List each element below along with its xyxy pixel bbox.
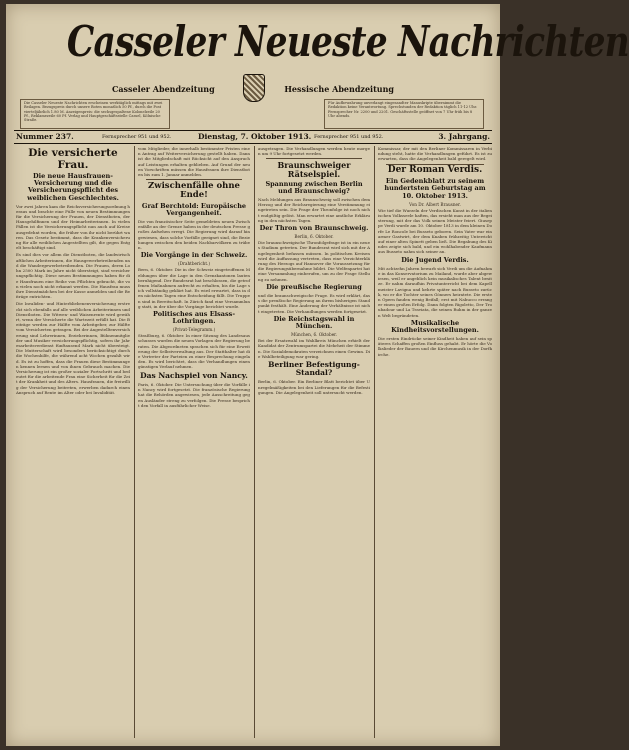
date-bar <box>14 130 492 144</box>
article-text: Die braunschweigische Thronfolgefrage ist in ein neues Stadium getreten. Der Bundesrat wird sich mit der Angelegenheit befassen müssen. In politischen Kreisen wird die Auffassung vertreten, dass eine Verzichterklärung des Herzogs auf Hannover die Voraussetzung für die Regierungsübernahme bildet. Die Welfenpartei hat eine Versammlung einberufen, um zu der Frage Stellung zu nehmen. <box>258 240 370 282</box>
byline: München, 6. Oktober. <box>290 332 338 338</box>
article-text: Die ersten Eindrücke seiner Kindheit haben auf sein späteres Schaffen großen Einfluss gehabt. Er hörte die Volkslieder der Bauern und die Kirchenmusik in der Dorfkirche. <box>378 336 492 357</box>
article-subheading: Die neue Hausfrauen-Versicherung und die Versicherungspflicht des weiblichen Geschlechtes. <box>27 172 119 202</box>
article-text: Paris, 6. Oktober. Die Untersuchung über die Vorfälle in Nancy wird fortgesetzt. Die französische Regierung hat die Behörden angewiesen, jede Ausschreitung gegen Ausländer streng zu verfolgen. Die Presse bespricht den Vorfall in ausführlicher Weise. <box>138 381 250 408</box>
notice-right: Für Aufbewahrung unverlangt eingesandter Manuskripte übernimmt die Redaktion keine Verantwortung. Sprechstunden der Redaktion täglich 11-12 Uhr. Fernsprecher Nr. 2200 und 2201. Geschäftsstelle geöffnet von 7 Uhr früh bis 8 Uhr abends. <box>324 99 484 129</box>
column-rule <box>374 146 375 738</box>
article-heading: Die versicherte Frau. <box>28 147 118 171</box>
article-text: Wie tief die Wurzeln der Verdischen Kunst in der italienischen Volksseele haften, das ersieht man aus der Begeisterung, mit der das Volk seinen Meister feiert. Giuseppe Verdi wurde am 10. Oktober 1813 in dem kleinen Dorfe Le Roncole bei Busseto geboren. Sein Vater war ein armer Gastwirt, der dem Knaben frühzeitig Unterricht auf einer alten Spinett geben ließ. Die Begabung des Kindes zeigte sich bald, und ein wohlhabender Kaufmann aus Busseto nahm sich seiner an. <box>378 207 492 255</box>
article-heading: Berliner Befestigung-Standal? <box>268 359 360 378</box>
volume: 3. Jahrgang. <box>438 132 490 141</box>
byline: Berlin, 6. Oktober. <box>294 234 334 240</box>
issue-number: Nummer 237. <box>16 132 74 141</box>
divider <box>266 158 362 159</box>
issue-date: Dienstag, 7. Oktober 1913. <box>198 132 312 141</box>
subtitle-right: Hessische Abendzeitung <box>284 84 394 94</box>
column-2 <box>138 146 250 741</box>
column-3 <box>258 146 370 741</box>
article-subheading: Ein Gedenkblatt zu seinem hundertsten Geburtstag am 10. Oktober 1913. <box>384 177 486 200</box>
article-heading: Zwischenfälle ohne Ende! <box>148 181 240 201</box>
article-subheading: Musikalische Kindheitsvorstellungen. <box>391 318 479 334</box>
article-text: und die braunschweigische Frage. Es wird erklärt, dass die preußische Regierung an ihrem bisherigen Standpunkt festhält. Eine Änderung der Verhältnisse ist nicht eingetreten. Die Verhandlungen werden fortgesetzt. <box>258 293 370 314</box>
article-heading: Der Roman Verdis. <box>387 165 483 176</box>
article-text: Mit achtzehn Jahren bewarb sich Verdi um die Aufnahme in das Konservatorium zu Mailand, wurde aber abgewiesen, weil er angeblich kein musikalisches Talent besitze. Er nahm daraufhin Privatunterricht bei dem Kapellmeister Lavigna und kehrte später nach Busseto zurück, wo er die Tochter seines Gönners heiratete. Die ersten Opern fanden wenig Beifall; erst mit Nabucco errang er einen großen Erfolg. Dann folgten Rigoletto, Der Troubadour und La Traviata, die seinen Ruhm in der ganzen Welt begründeten. <box>378 265 492 318</box>
article-subheading: Der Thron von Braunschweig. <box>259 224 369 233</box>
phone-left: Fernsprecher 951 und 952. <box>102 134 172 140</box>
article-text: Berlin, 6. Oktober. Ein Berliner Blatt berichtet über Unregelmäßigkeiten bei den Lieferungen für die Befestigungen. Die Angelegenheit soll untersucht werden. <box>258 379 370 395</box>
newspaper-page <box>6 4 629 746</box>
notice-left: Die Casseler Neueste Nachrichten erscheinen werktäglich mittags mit zwei Beilagen. Bezugspreis durch unsere Boten monatlich 50 Pf., durch die Post vierteljährlich 1.80 M. Anzeigenpreis: die sechsgespaltene Kolonelzeile 20 Pf., Reklamezeile 60 Pf. Verlag und Hauptgeschäftsstelle Cassel, Kölnische Straße. <box>20 99 170 129</box>
article-subheading: Politisches aus Elsass-Lothringen. <box>152 309 236 326</box>
phone-right: Fernsprecher 951 und 952. <box>314 134 384 140</box>
subtitle-left: Casseler Abendzeitung <box>112 84 215 94</box>
column-4 <box>378 146 492 741</box>
article-text: ausgetragen. Die Verhandlungen werden heute morgen um 9 Uhr fortgesetzt werden. <box>258 146 370 157</box>
byline: Von Dr. Albert Brausner. <box>409 201 461 207</box>
column-1 <box>16 146 130 741</box>
article-subheading: Die Jugend Verdis. <box>401 255 469 264</box>
divider <box>386 164 484 165</box>
article-text: Die von französischer Seite gemeldeten neuen Zwischenfälle an der Grenze haben in der deutschen Presse großes Aufsehen erregt. Die Regierung wird darauf hingewiesen, dass solche Vorfälle geeignet sind, die Beziehungen zwischen den beiden Nachbarvölkern zu trüben. <box>138 218 250 250</box>
column-rule <box>254 146 255 738</box>
article-subheading: Spannung zwischen Berlin und Braunschweig? <box>265 179 363 195</box>
masthead-subtitles <box>26 84 480 98</box>
article-subheading: Graf Berchtold: Europäische Vergangenheit. <box>141 201 247 217</box>
coat-of-arms-icon <box>243 74 265 102</box>
article-heading: Braunschweiger Rätselspiel. <box>277 160 351 179</box>
article-text: Kommissar, der mit den Berliner Kommissaren in Verbindung steht, hatte die Verhandlungen geführt. Es ist zu erwarten, dass die Angelegenheit bald geregelt wird. <box>378 146 492 162</box>
article-subheading: Die Vorgänge in der Schweiz. <box>140 251 248 260</box>
article-text: Nach Meldungen aus Braunschweig soll zwischen dem Herzog und der Reichsregierung eine Verstimmung eingetreten sein. Die Frage der Thronfolge ist noch nicht endgültig gelöst. Man erwartet eine amtliche Erklärung in den nächsten Tagen. <box>258 197 370 223</box>
article-text: Es sind dies vor allem die Dienstboten, die landwirtschaftlichen Arbeiterinnen, die Hausgewerbetreibenden und die Wandergewerbetreibenden. Die Frauen, deren Lohn 2500 Mark im Jahre nicht übersteigt, sind versicherungspflichtig. Diese neuen Bestimmungen haben für die Hausfrauen eine Reihe von Pflichten gebracht, die von vielen noch nicht erkannt werden. Die Hausfrau muss ihre Dienstmädchen bei der Kasse anmelden und die Beiträge entrichten. <box>16 252 131 300</box>
article-text: Bei der Ersatzwahl im Wahlkreis München erhielt der Kandidat der Zentrumspartei die Mehrheit der Stimmen. Die Sozialdemokraten verzeichnen einen Gewinn. Die Wahlbeteiligung war gering. <box>258 338 370 359</box>
column-rule <box>134 146 135 738</box>
byline: (Privat-Telegramm.) <box>172 327 216 333</box>
article-text: Vor zwei Jahren kam die Reichsversicherungsordnung heraus und brachte eine Fülle von neuen Bestimmungen für die Versicherung der Frauen, der Dienstboten, der Hausgehilfinnen und der Heimarbeiterinnen. In vielen Fällen ist die Versicherungspflicht nun auch auf Kreise ausgedehnt worden, die früher von ihr nicht berührt waren. Das Gesetz bestimmt, dass die Krankenversicherung für alle weiblichen Angestellten gilt, die gegen Entgelt beschäftigt sind. <box>16 203 130 251</box>
article-text: Bern, 6. Oktober. Die in der Schweiz eingetroffenen Meldungen über die Lage in den Grenzkantonen lauten beruhigend. Der Bundesrat hat beschlossen, die getroffenen Maßnahmen aufrecht zu erhalten, bis die Lage sich vollständig geklärt hat. Es wird erwartet, dass in den nächsten Tagen eine Entscheidung fällt. Die Truppen sind in Bereitschaft. In Zürich fand eine Versammlung statt, in der über die Vorgänge berichtet wurde. <box>138 267 250 309</box>
article-text: Straßburg, 6. Oktober. In einer Sitzung des Landesausschusses wurden die neuen Vorlagen der Regierung beraten. Die Abgeordneten sprachen sich für eine Erweiterung der Selbstverwaltung aus. Der Statthalter hat die Vertreter der Parteien zu einer Besprechung eingeladen. Es wird berichtet, dass die Verhandlungen einen günstigen Verlauf nehmen. <box>138 333 250 370</box>
byline: (Drahtbericht.) <box>177 261 211 267</box>
newspaper-title: Casseler Neueste Nachrichten <box>66 17 629 66</box>
article-heading: Das Nachspiel von Nancy. <box>140 370 248 380</box>
article-text: Die Invaliden- und Hinterbliebenenversicherung erstreckt sich ebenfalls auf alle weiblichen Arbeiterinnen und Dienstboten. Die Witwen- und Waisenrente wird gewährt, wenn der Versicherte die Wartezeit erfüllt hat. Die Beiträge werden zur Hälfte vom Arbeitgeber, zur Hälfte vom Versicherten getragen. Bei der Angestelltenversicherung sind Lehrerinnen, Erzieherinnen, Bühnenmitglieder und Musiker versicherungspflichtig, sofern ihr Jahresarbeitsverdienst fünftausend Mark nicht übersteigt. Die Mutterschaft wird besonders berücksichtigt durch die Wochenhilfe, die während acht Wochen gezahlt wird. Es ist zu hoffen, dass die Frauen diese Bestimmungen kennen lernen und von ihnen Gebrauch machen. Die Versicherung ist ein großer sozialer Fortschritt und bedeutet für die arbeitende Frau eine Sicherheit für die Zeit der Krankheit und des Alters. Hausfrauen, die freiwillig der Versicherung beitreten, erwerben dadurch einen Anspruch auf Rente im Alter oder bei Invalidität. <box>16 301 130 395</box>
article-subheading: Die Reichstagswahl in München. <box>273 314 355 330</box>
divider <box>146 179 242 180</box>
article-text: vom Mitglieder, die innerhalb bestimmter Fristen einen Antrag auf Weiterversicherung gestellt haben. Dann ist die Mitgliedschaft mit Rücksicht auf den Anspruch auf Leistungen erhalten geblieben. Auf Grund der neuen Vorschriften müssen die Hausfrauen ihre Dienstboten bis zum 1. Januar anmelden. <box>138 146 250 178</box>
article-subheading: Die preußische Regierung <box>266 282 362 291</box>
